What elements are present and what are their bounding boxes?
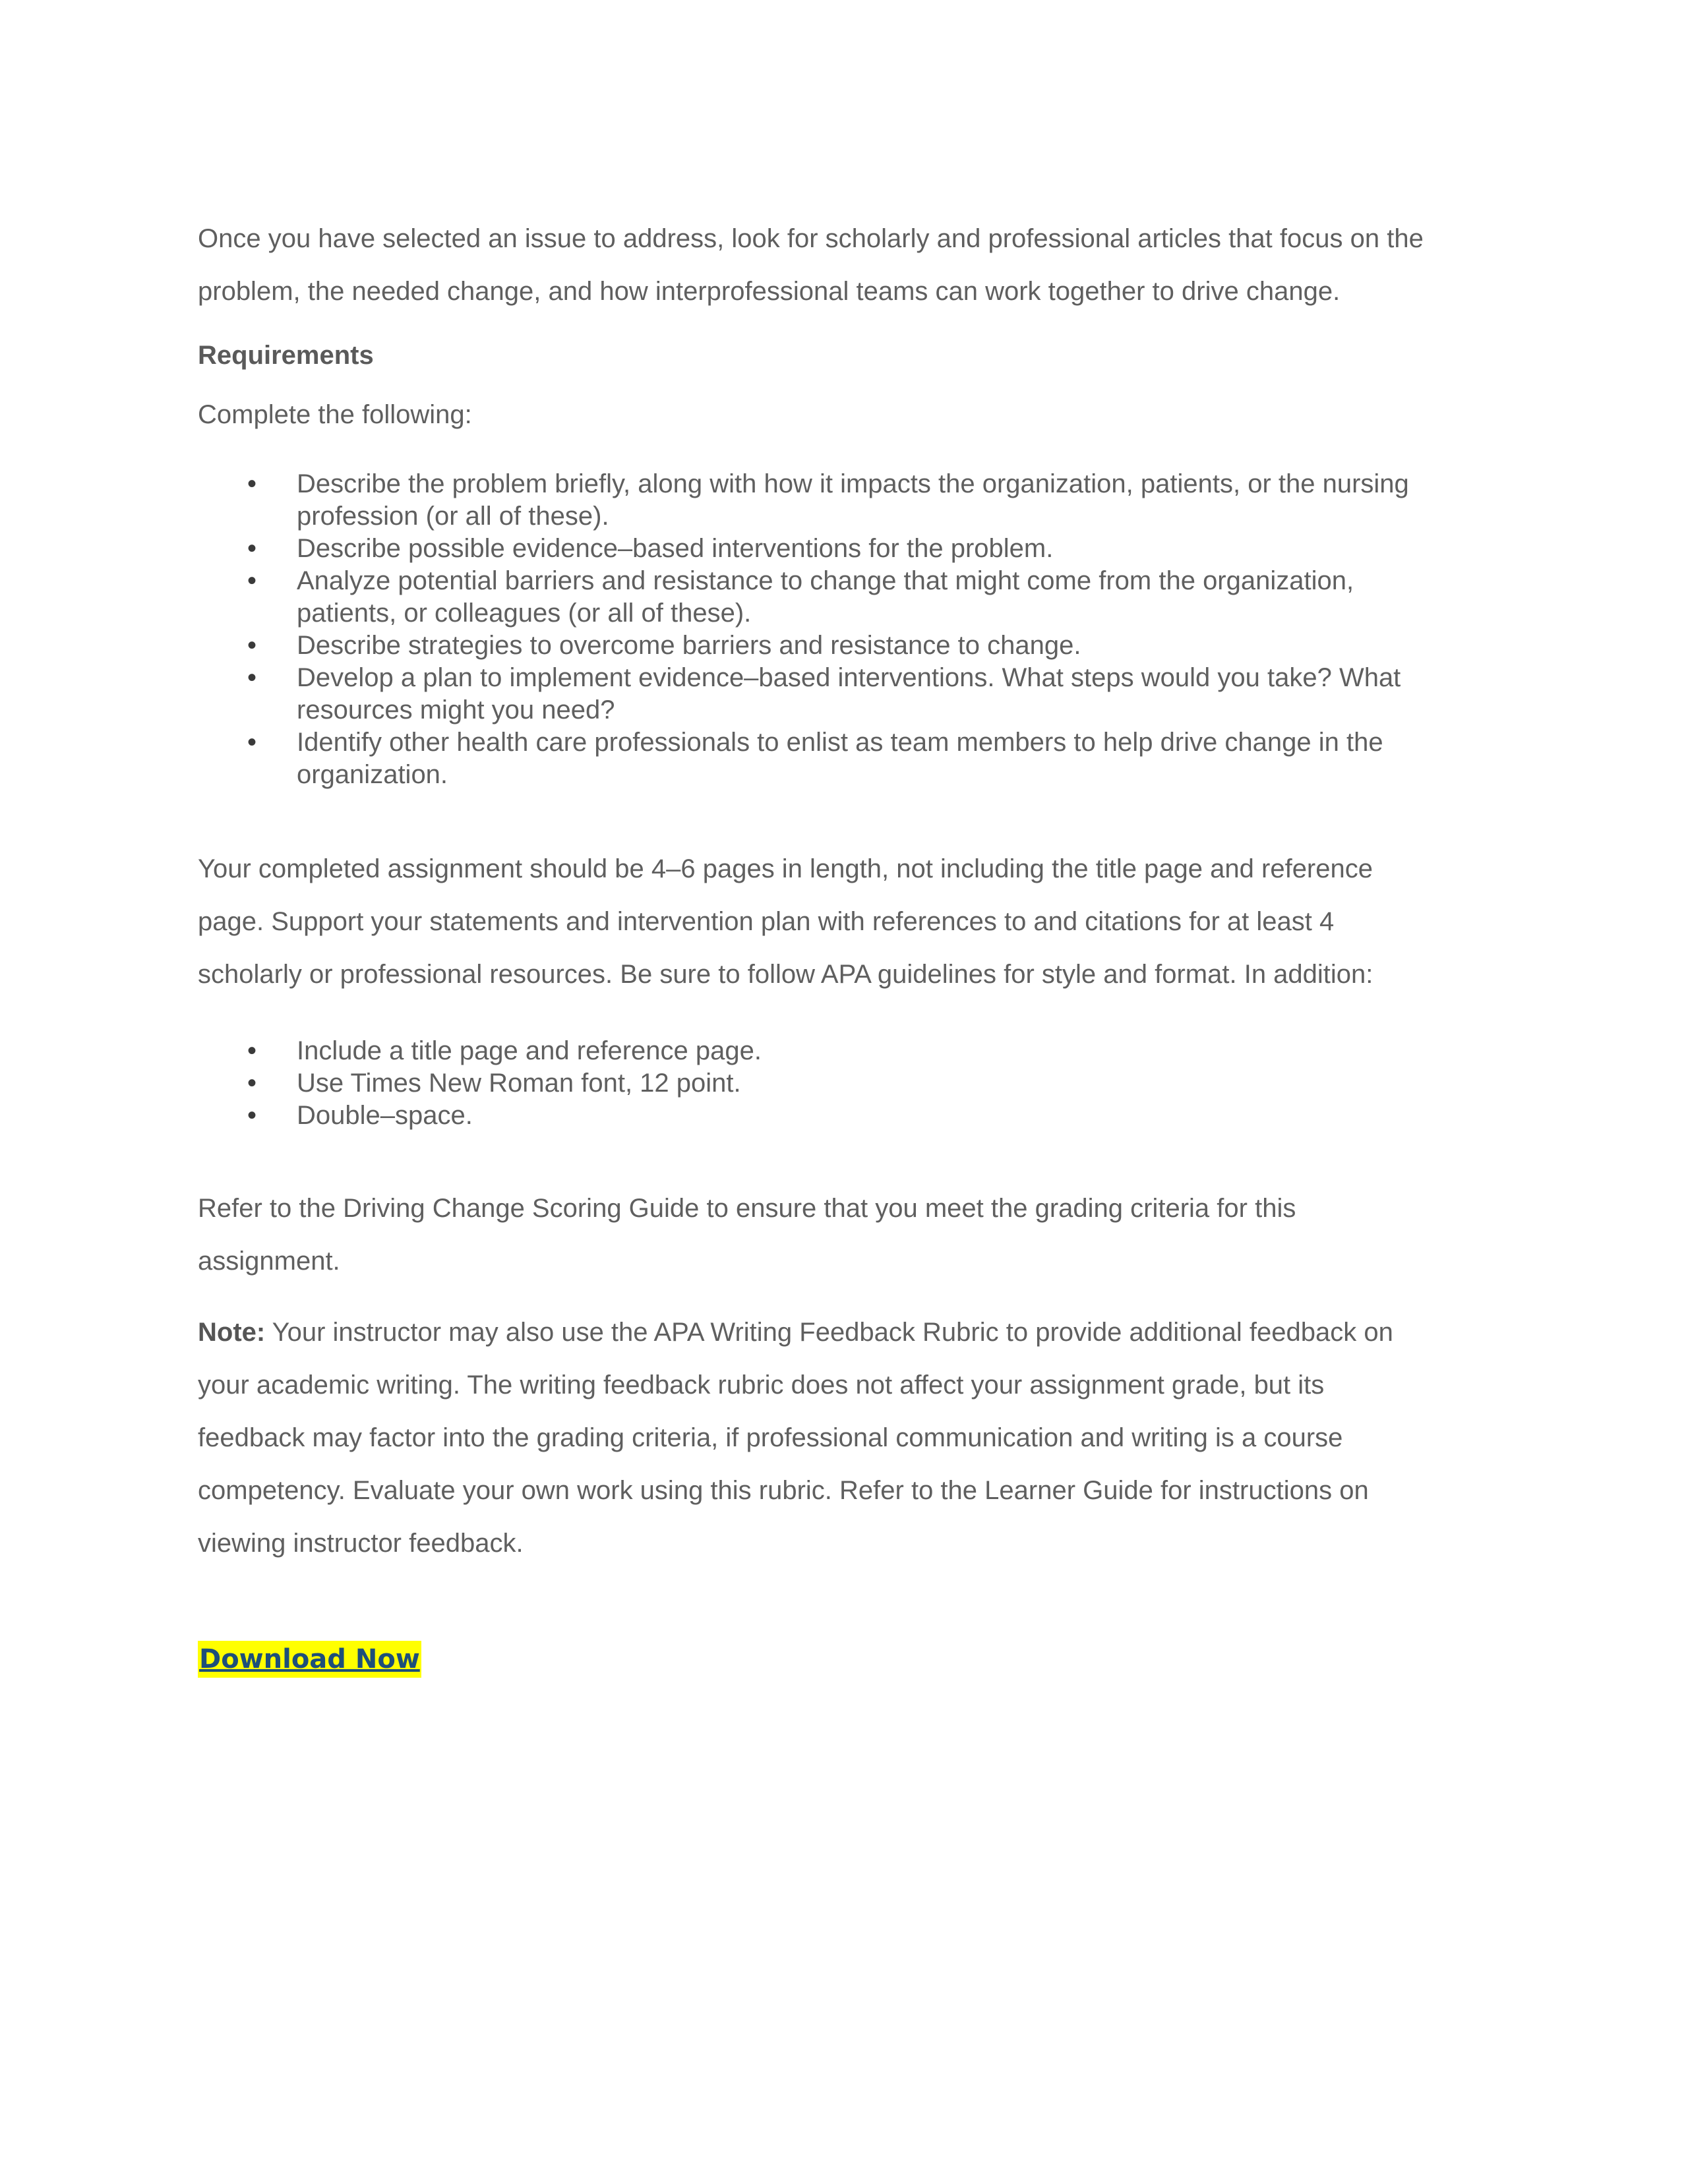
intro-line-1: Once you have selected an issue to address, look for scholarly and professional articles that focus on the xyxy=(198,224,1424,253)
note-label: Note: xyxy=(198,1318,266,1347)
list-item: • Describe possible evidence–based interventions for the problem. xyxy=(198,533,1503,565)
bullet-icon: • xyxy=(247,1036,257,1065)
download-now-link[interactable]: Download Now xyxy=(198,1641,421,1678)
list-item: • Analyze potential barriers and resistance to change that might come from the organization, patients, or colleagues (or all of these). xyxy=(247,566,1354,628)
bullet-icon: • xyxy=(247,1101,257,1130)
scoring-paragraph: Refer to the Driving Change Scoring Guide to ensure that you meet the grading criteria for this assignment. xyxy=(198,1194,1296,1276)
bullet-icon: • xyxy=(247,631,257,660)
bullet-icon: • xyxy=(247,728,257,757)
bullet-icon: • xyxy=(247,566,257,595)
length-paragraph: Your completed assignment should be 4–6 pages in length, not including the title page and reference page. Support your statements and intervention plan with references to and citations for at least 4 scholarly or professional resources. Be sure to follow APA guidelines for style and format. In addition: xyxy=(198,854,1373,989)
requirements-list xyxy=(198,468,1503,791)
list-item: • Double–space. xyxy=(198,1100,1503,1132)
intro-paragraph xyxy=(198,212,1503,318)
list-item: • Include a title page and reference page. xyxy=(198,1035,1503,1067)
bullet-icon: • xyxy=(247,534,257,563)
document-page xyxy=(198,212,1503,1678)
list-item: • Identify other health care professionals to enlist as team members to help drive change in the organization. xyxy=(247,728,1383,789)
note-paragraph: Note: Your instructor may also use the APA Writing Feedback Rubric to provide additional feedback on your academic writing. The writing feedback rubric does not affect your assignment grade, but its feedback may factor into the grading criteria, if professional communication and writing is a course competency. Evaluate your own work using this rubric. Refer to the Learner Guide for instructions on viewing instructor feedback. xyxy=(198,1318,1393,1558)
download-container xyxy=(198,1641,1503,1678)
list-item: • Develop a plan to implement evidence–based interventions. What steps would you take? What resources might you need? xyxy=(247,663,1401,724)
complete-label: Complete the following: xyxy=(198,400,472,429)
bullet-icon: • xyxy=(247,1069,257,1098)
intro-line-2: problem, the needed change, and how interprofessional teams can work together to drive change. xyxy=(198,277,1341,306)
format-list xyxy=(198,1035,1503,1132)
requirements-heading: Requirements xyxy=(198,341,374,370)
bullet-icon: • xyxy=(247,469,257,498)
list-item: • Use Times New Roman font, 12 point. xyxy=(198,1067,1503,1100)
bullet-icon: • xyxy=(247,663,257,692)
list-item: • Describe the problem briefly, along with how it impacts the organization, patients, or the nursing profession (or all of these). xyxy=(247,469,1409,531)
list-item: • Describe strategies to overcome barriers and resistance to change. xyxy=(198,630,1503,662)
